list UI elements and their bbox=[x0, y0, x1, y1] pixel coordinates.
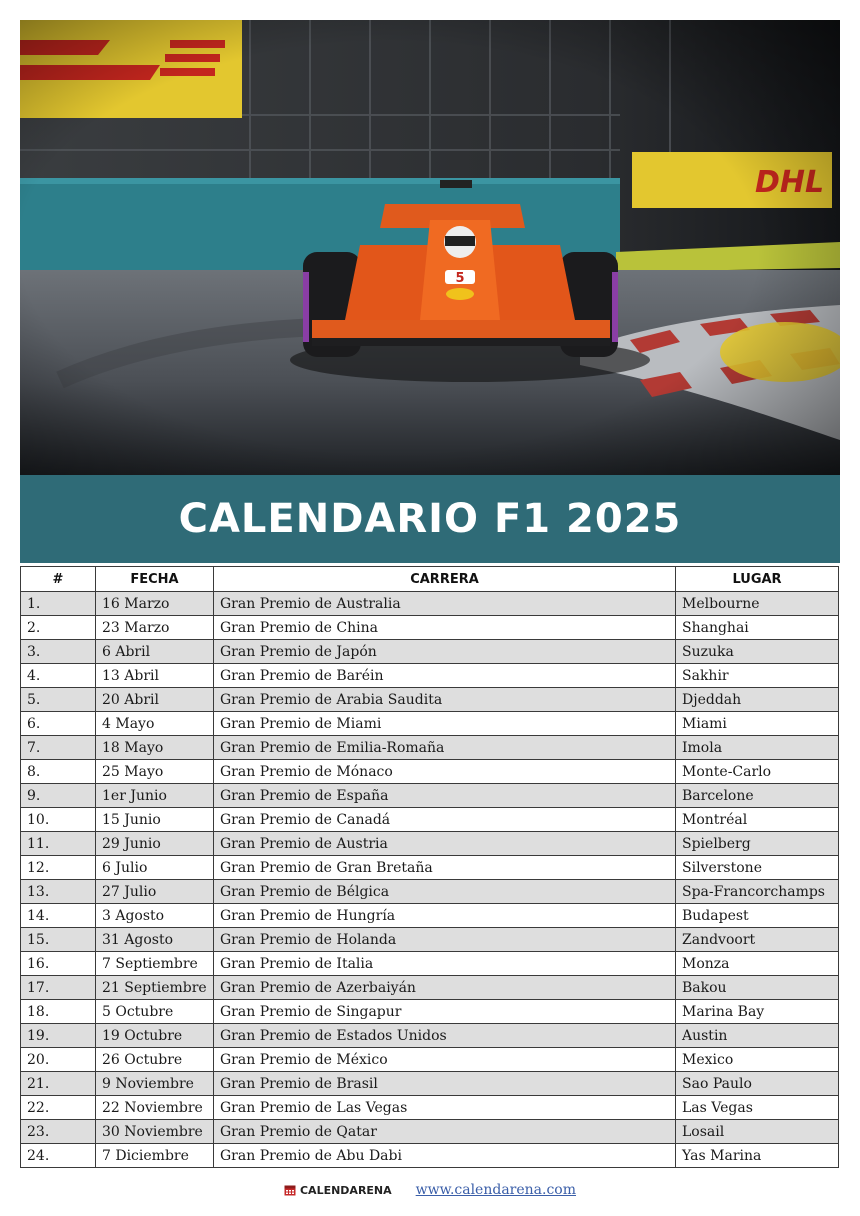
race-date-cell: 15 Junio bbox=[96, 808, 214, 832]
race-name-cell: Gran Premio de Arabia Saudita bbox=[214, 688, 676, 712]
calendar-icon bbox=[284, 1184, 296, 1196]
race-number-cell: 3. bbox=[21, 640, 96, 664]
race-date-cell: 4 Mayo bbox=[96, 712, 214, 736]
table-header-row bbox=[21, 567, 839, 592]
race-location-cell: Montréal bbox=[676, 808, 839, 832]
race-location-cell: Bakou bbox=[676, 976, 839, 1000]
race-name-cell: Gran Premio de Holanda bbox=[214, 928, 676, 952]
race-location-cell: Imola bbox=[676, 736, 839, 760]
race-number-cell: 20. bbox=[21, 1048, 96, 1072]
column-header-location: LUGAR bbox=[676, 567, 839, 592]
race-name-cell: Gran Premio de Singapur bbox=[214, 1000, 676, 1024]
column-header-race: CARRERA bbox=[214, 567, 676, 592]
race-number-cell: 14. bbox=[21, 904, 96, 928]
race-location-cell: Barcelone bbox=[676, 784, 839, 808]
race-location-cell: Sao Paulo bbox=[676, 1072, 839, 1096]
race-location-cell: Sakhir bbox=[676, 664, 839, 688]
table-row bbox=[21, 712, 839, 736]
race-location-cell: Mexico bbox=[676, 1048, 839, 1072]
race-name-cell: Gran Premio de Gran Bretaña bbox=[214, 856, 676, 880]
race-name-cell: Gran Premio de Mónaco bbox=[214, 760, 676, 784]
race-number-cell: 21. bbox=[21, 1072, 96, 1096]
race-name-cell: Gran Premio de Baréin bbox=[214, 664, 676, 688]
race-name-cell: Gran Premio de Canadá bbox=[214, 808, 676, 832]
race-location-cell: Monza bbox=[676, 952, 839, 976]
race-location-cell: Silverstone bbox=[676, 856, 839, 880]
race-number-cell: 11. bbox=[21, 832, 96, 856]
race-number-cell: 17. bbox=[21, 976, 96, 1000]
race-name-cell: Gran Premio de Hungría bbox=[214, 904, 676, 928]
race-name-cell: Gran Premio de Qatar bbox=[214, 1120, 676, 1144]
race-name-cell: Gran Premio de Australia bbox=[214, 592, 676, 616]
table-row bbox=[21, 1048, 839, 1072]
race-date-cell: 5 Octubre bbox=[96, 1000, 214, 1024]
race-location-cell: Monte-Carlo bbox=[676, 760, 839, 784]
table-row bbox=[21, 688, 839, 712]
race-date-cell: 20 Abril bbox=[96, 688, 214, 712]
race-location-cell: Zandvoort bbox=[676, 928, 839, 952]
race-number-cell: 19. bbox=[21, 1024, 96, 1048]
race-number-cell: 12. bbox=[21, 856, 96, 880]
race-location-cell: Spa-Francorchamps bbox=[676, 880, 839, 904]
race-number-cell: 18. bbox=[21, 1000, 96, 1024]
race-name-cell: Gran Premio de Japón bbox=[214, 640, 676, 664]
race-name-cell: Gran Premio de Azerbaiyán bbox=[214, 976, 676, 1000]
title-banner bbox=[20, 475, 840, 563]
race-name-cell: Gran Premio de México bbox=[214, 1048, 676, 1072]
race-number-cell: 6. bbox=[21, 712, 96, 736]
race-date-cell: 30 Noviembre bbox=[96, 1120, 214, 1144]
race-number-cell: 4. bbox=[21, 664, 96, 688]
race-name-cell: Gran Premio de Austria bbox=[214, 832, 676, 856]
race-number-cell: 16. bbox=[21, 952, 96, 976]
race-date-cell: 23 Marzo bbox=[96, 616, 214, 640]
brand-logo bbox=[284, 1184, 392, 1197]
race-calendar-table bbox=[20, 566, 839, 1168]
table-row bbox=[21, 1120, 839, 1144]
race-date-cell: 7 Diciembre bbox=[96, 1144, 214, 1168]
race-name-cell: Gran Premio de Emilia-Romaña bbox=[214, 736, 676, 760]
race-name-cell: Gran Premio de Las Vegas bbox=[214, 1096, 676, 1120]
race-number-cell: 24. bbox=[21, 1144, 96, 1168]
race-date-cell: 25 Mayo bbox=[96, 760, 214, 784]
race-date-cell: 21 Septiembre bbox=[96, 976, 214, 1000]
race-location-cell: Suzuka bbox=[676, 640, 839, 664]
race-date-cell: 31 Agosto bbox=[96, 928, 214, 952]
race-number-cell: 2. bbox=[21, 616, 96, 640]
hero-photo bbox=[20, 20, 840, 475]
brand-name: CALENDARENA bbox=[299, 1183, 392, 1197]
race-name-cell: Gran Premio de Miami bbox=[214, 712, 676, 736]
table-row bbox=[21, 928, 839, 952]
race-number-cell: 9. bbox=[21, 784, 96, 808]
race-name-cell: Gran Premio de Bélgica bbox=[214, 880, 676, 904]
table-row bbox=[21, 736, 839, 760]
table-row bbox=[21, 1096, 839, 1120]
race-date-cell: 18 Mayo bbox=[96, 736, 214, 760]
race-number-cell: 22. bbox=[21, 1096, 96, 1120]
race-location-cell: Shanghai bbox=[676, 616, 839, 640]
race-number-cell: 5. bbox=[21, 688, 96, 712]
table-row bbox=[21, 1072, 839, 1096]
table-row bbox=[21, 880, 839, 904]
page-title: CALENDARIO F1 2025 bbox=[178, 496, 682, 542]
race-number-cell: 13. bbox=[21, 880, 96, 904]
table-row bbox=[21, 1024, 839, 1048]
table-row bbox=[21, 640, 839, 664]
table-row bbox=[21, 904, 839, 928]
race-name-cell: Gran Premio de Italia bbox=[214, 952, 676, 976]
table-row bbox=[21, 1000, 839, 1024]
f1-car-photo bbox=[20, 20, 840, 475]
website-link[interactable]: www.calendarena.com bbox=[415, 1182, 577, 1198]
race-location-cell: Yas Marina bbox=[676, 1144, 839, 1168]
column-header-date: FECHA bbox=[96, 567, 214, 592]
table-row bbox=[21, 784, 839, 808]
footer bbox=[0, 1180, 860, 1200]
race-number-cell: 8. bbox=[21, 760, 96, 784]
table-row bbox=[21, 664, 839, 688]
table-row bbox=[21, 952, 839, 976]
race-date-cell: 27 Julio bbox=[96, 880, 214, 904]
race-date-cell: 26 Octubre bbox=[96, 1048, 214, 1072]
race-name-cell: Gran Premio de Estados Unidos bbox=[214, 1024, 676, 1048]
race-location-cell: Spielberg bbox=[676, 832, 839, 856]
race-date-cell: 3 Agosto bbox=[96, 904, 214, 928]
race-date-cell: 6 Julio bbox=[96, 856, 214, 880]
race-number-cell: 10. bbox=[21, 808, 96, 832]
race-name-cell: Gran Premio de China bbox=[214, 616, 676, 640]
race-location-cell: Djeddah bbox=[676, 688, 839, 712]
race-number-cell: 15. bbox=[21, 928, 96, 952]
race-name-cell: Gran Premio de España bbox=[214, 784, 676, 808]
table-row bbox=[21, 976, 839, 1000]
race-date-cell: 16 Marzo bbox=[96, 592, 214, 616]
race-name-cell: Gran Premio de Abu Dabi bbox=[214, 1144, 676, 1168]
column-header-number: # bbox=[21, 567, 96, 592]
race-date-cell: 1er Junio bbox=[96, 784, 214, 808]
table-row bbox=[21, 592, 839, 616]
race-location-cell: Marina Bay bbox=[676, 1000, 839, 1024]
race-date-cell: 6 Abril bbox=[96, 640, 214, 664]
table-row bbox=[21, 856, 839, 880]
table-row bbox=[21, 1144, 839, 1168]
race-date-cell: 7 Septiembre bbox=[96, 952, 214, 976]
race-location-cell: Losail bbox=[676, 1120, 839, 1144]
race-number-cell: 23. bbox=[21, 1120, 96, 1144]
race-name-cell: Gran Premio de Brasil bbox=[214, 1072, 676, 1096]
table-row bbox=[21, 616, 839, 640]
race-date-cell: 29 Junio bbox=[96, 832, 214, 856]
race-location-cell: Las Vegas bbox=[676, 1096, 839, 1120]
race-location-cell: Austin bbox=[676, 1024, 839, 1048]
race-date-cell: 19 Octubre bbox=[96, 1024, 214, 1048]
race-location-cell: Melbourne bbox=[676, 592, 839, 616]
table-row bbox=[21, 760, 839, 784]
race-location-cell: Budapest bbox=[676, 904, 839, 928]
race-number-cell: 7. bbox=[21, 736, 96, 760]
race-location-cell: Miami bbox=[676, 712, 839, 736]
table-row bbox=[21, 832, 839, 856]
race-date-cell: 9 Noviembre bbox=[96, 1072, 214, 1096]
race-date-cell: 22 Noviembre bbox=[96, 1096, 214, 1120]
race-date-cell: 13 Abril bbox=[96, 664, 214, 688]
race-number-cell: 1. bbox=[21, 592, 96, 616]
table-row bbox=[21, 808, 839, 832]
